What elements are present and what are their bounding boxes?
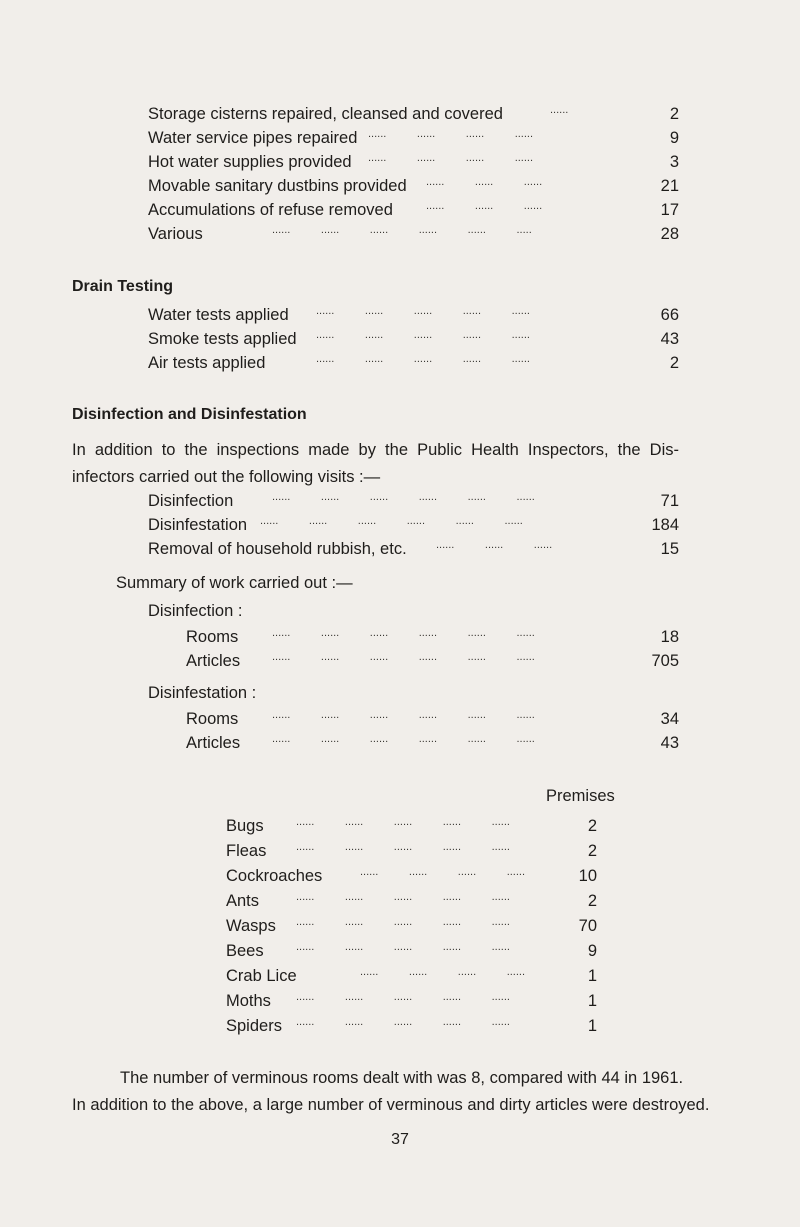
storage-row	[148, 221, 679, 247]
row-value: 43	[660, 330, 679, 348]
leader-dots: ...... ...... ......	[426, 176, 543, 188]
leader-dots: ...... ...... ......	[436, 539, 553, 551]
row-label: Crab Lice	[226, 967, 297, 985]
row-label: Moths	[226, 992, 271, 1010]
leader-dots: ...... ...... ...... ...... ...... ......	[272, 733, 535, 745]
intro-paragraph: In addition to the inspections made by the Public Health Inspectors, the Dis- infectors carried out the following visits :—	[72, 441, 679, 486]
row-value: 15	[660, 540, 679, 558]
row-value: 705	[651, 652, 679, 670]
row-value: 1	[587, 992, 597, 1010]
row-value: 10	[578, 867, 597, 885]
closing-paragraph	[72, 1065, 751, 1119]
row-value: 2	[587, 817, 597, 835]
storage-row	[148, 149, 679, 175]
row-value: 2	[669, 354, 679, 372]
leader-dots: ...... ...... ...... ...... ...... ......	[272, 491, 535, 503]
leader-dots: ...... ...... ...... ...... ...... ......	[272, 651, 535, 663]
leader-dots: ...... ...... ...... ...... ...... ......	[260, 515, 523, 527]
row-label: Water tests applied	[148, 306, 289, 324]
disinfection-subtitle: Disinfection :	[148, 602, 243, 620]
leader-dots: ...... ...... ...... ...... ......	[316, 353, 530, 365]
row-value: 2	[587, 842, 597, 860]
page-number: 37	[391, 1131, 409, 1148]
row-value: 21	[660, 177, 679, 195]
closing-line-2: In addition to the above, a large number of verminous and dirty articles were destroyed.	[72, 1096, 710, 1114]
leader-dots: ...... ...... ...... ......	[360, 866, 526, 878]
row-value: 1	[587, 1017, 597, 1035]
row-value: 43	[660, 734, 679, 752]
row-label: Air tests applied	[148, 354, 266, 372]
leader-dots: ......	[550, 104, 569, 116]
row-label: Articles	[186, 734, 241, 752]
closing-line-1: The number of verminous rooms dealt with was 8, compared with 44 in 1961.	[120, 1069, 684, 1087]
row-label: Disinfection	[148, 492, 234, 510]
leader-dots: ...... ...... ...... ...... ......	[296, 916, 510, 928]
row-value: 18	[660, 628, 679, 646]
row-value: 28	[660, 225, 679, 243]
leader-dots: ...... ...... ...... ...... ......	[296, 941, 510, 953]
row-value: 17	[660, 201, 679, 219]
leader-dots: ...... ...... ...... ......	[368, 128, 534, 140]
row-value: 34	[660, 710, 679, 728]
premises-header: Premises	[546, 787, 615, 805]
leader-dots: ...... ...... ...... ...... ......	[316, 329, 530, 341]
row-value: 66	[660, 306, 679, 324]
row-value: 1	[587, 967, 597, 985]
leader-dots: ...... ...... ...... ...... ......	[296, 1016, 510, 1028]
row-value: 2	[587, 892, 597, 910]
row-label: Disinfestation	[148, 516, 248, 534]
disinfestation-subtitle: Disinfestation :	[148, 684, 257, 702]
leader-dots: ...... ...... ...... ...... ......	[296, 891, 510, 903]
row-label: Rooms	[186, 710, 239, 728]
row-label: Cockroaches	[226, 867, 323, 885]
row-value: 9	[669, 129, 679, 147]
row-label: Accumulations of refuse removed	[148, 201, 393, 219]
leader-dots: ...... ...... ...... ...... ...... .....	[272, 224, 532, 236]
row-label: Fleas	[226, 842, 267, 860]
row-label: Movable sanitary dustbins provided	[148, 177, 407, 195]
leader-dots: ...... ...... ...... ...... ......	[316, 305, 530, 317]
visit-row	[148, 512, 679, 538]
row-label: Various	[148, 225, 203, 243]
row-value: 71	[660, 492, 679, 510]
disinfestation-row	[186, 730, 679, 756]
leader-dots: ...... ...... ......	[426, 200, 543, 212]
leader-dots: ...... ...... ...... ...... ......	[296, 991, 510, 1003]
row-label: Ants	[226, 892, 260, 910]
row-label: Water service pipes repaired	[148, 129, 358, 147]
premises-row	[226, 1013, 597, 1039]
disinfection-row	[186, 648, 679, 674]
row-label: Spiders	[226, 1017, 282, 1035]
row-label: Storage cisterns repaired, cleansed and covered	[148, 105, 503, 123]
leader-dots: ...... ...... ...... ...... ......	[296, 841, 510, 853]
row-value: 3	[669, 153, 679, 171]
visit-row	[148, 536, 679, 562]
row-label: Bugs	[226, 817, 264, 835]
row-value: 184	[651, 516, 679, 534]
row-value: 2	[669, 105, 679, 123]
row-label: Articles	[186, 652, 241, 670]
leader-dots: ...... ...... ...... ...... ...... ......	[272, 627, 535, 639]
leader-dots: ...... ...... ...... ......	[360, 966, 526, 978]
row-value: 9	[587, 942, 597, 960]
row-value: 70	[578, 917, 597, 935]
disinfection-heading: Disinfection and Disinfestation	[72, 406, 307, 423]
row-label: Bees	[226, 942, 264, 960]
row-label: Smoke tests applied	[148, 330, 297, 348]
summary-title: Summary of work carried out :—	[116, 574, 353, 592]
leader-dots: ...... ...... ...... ......	[368, 152, 534, 164]
storage-row	[148, 173, 679, 199]
drain-testing-heading: Drain Testing	[72, 278, 174, 295]
row-label: Removal of household rubbish, etc.	[148, 540, 407, 558]
row-label: Rooms	[186, 628, 239, 646]
row-label: Hot water supplies provided	[148, 153, 352, 171]
drain-row	[148, 350, 679, 376]
row-label: Wasps	[226, 917, 276, 935]
leader-dots: ...... ...... ...... ...... ...... ......	[272, 709, 535, 721]
leader-dots: ...... ...... ...... ...... ......	[296, 816, 510, 828]
